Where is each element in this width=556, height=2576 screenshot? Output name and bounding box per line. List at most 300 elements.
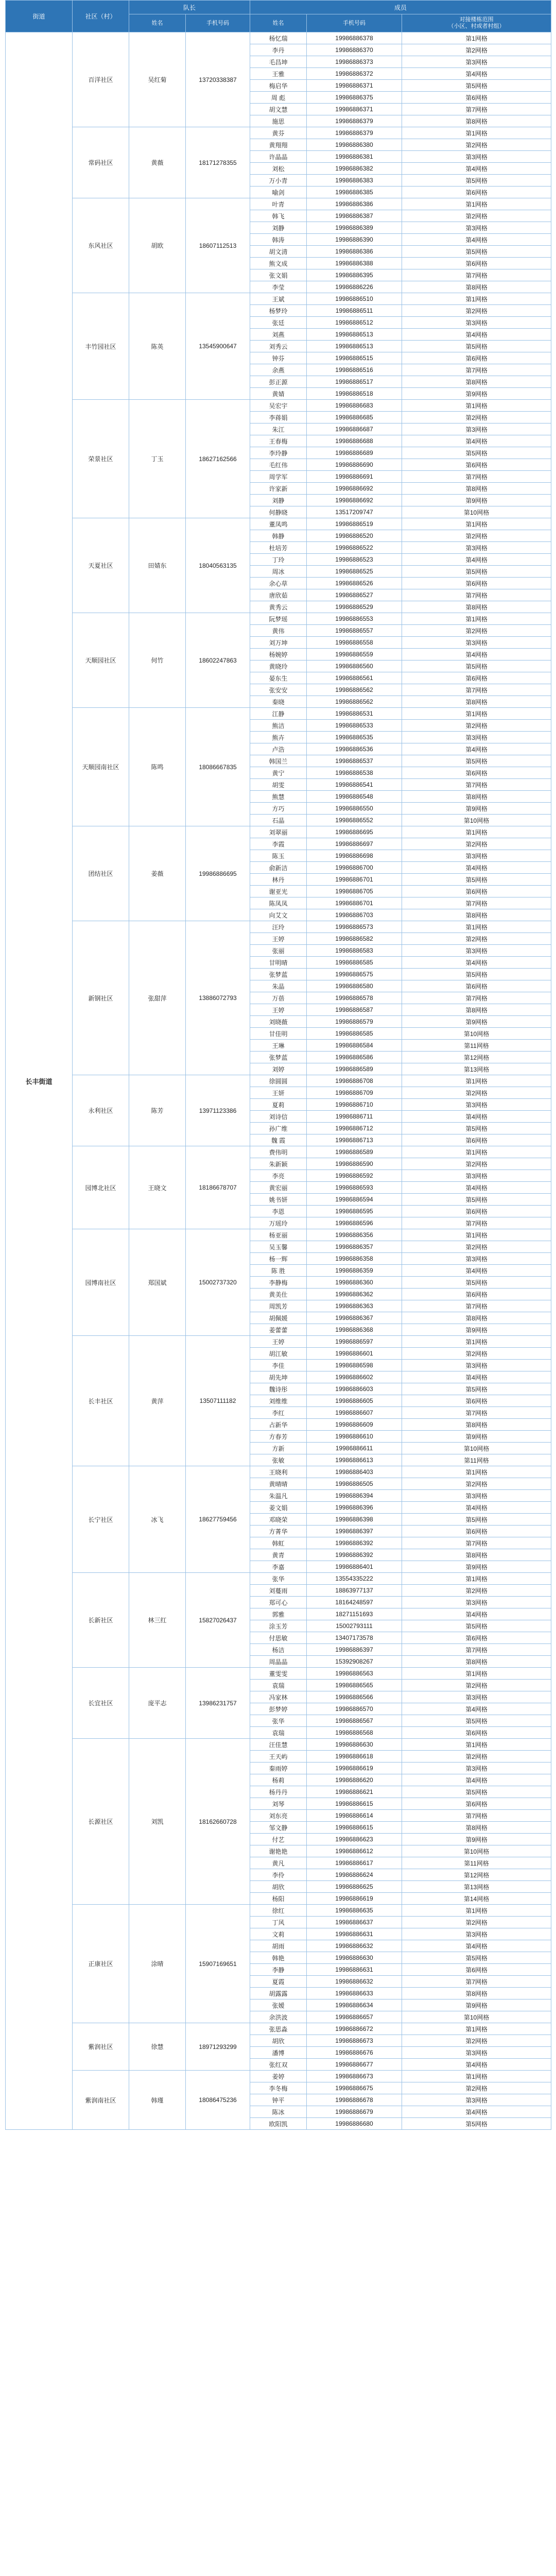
member-phone: 19986886362	[307, 1289, 402, 1300]
member-area: 第4网格	[402, 2106, 551, 2118]
member-name: 胡露露	[250, 1988, 307, 1999]
member-phone: 19986886630	[307, 1739, 402, 1751]
member-area: 第6网格	[402, 258, 551, 269]
member-name: 文莉	[250, 1928, 307, 1940]
community-name: 百洋社区	[73, 32, 129, 127]
member-name: 董凤鸣	[250, 518, 307, 530]
member-area: 第1网格	[402, 1336, 551, 1348]
leader-phone: 18607112513	[186, 198, 250, 293]
member-phone: 19986886583	[307, 945, 402, 957]
member-phone: 19986886379	[307, 115, 402, 127]
member-area: 第2网格	[402, 139, 551, 151]
member-name: 韩国兰	[250, 755, 307, 767]
community-name: 天顺园社区	[73, 613, 129, 708]
member-phone: 19986886559	[307, 649, 402, 660]
member-area: 第5网格	[402, 1277, 551, 1289]
member-name: 黄宏丽	[250, 1182, 307, 1194]
member-name: 刘琴	[250, 1798, 307, 1810]
member-name: 胡佩媛	[250, 1312, 307, 1324]
member-name: 韩静	[250, 530, 307, 542]
member-name: 汪玲	[250, 921, 307, 933]
member-phone: 19986886614	[307, 1810, 402, 1822]
member-area: 第5网格	[402, 1620, 551, 1632]
member-area: 第8网格	[402, 1004, 551, 1016]
member-phone: 19986886680	[307, 2118, 402, 2130]
member-area: 第9网格	[402, 1561, 551, 1573]
member-area: 第8网格	[402, 1656, 551, 1668]
member-area: 第3网格	[402, 1360, 551, 1371]
member-area: 第7网格	[402, 589, 551, 601]
member-name: 王天屿	[250, 1751, 307, 1762]
community-name: 丰竹园社区	[73, 293, 129, 400]
leader-name: 陈芳	[129, 1075, 186, 1146]
header-community: 社区（村）	[73, 1, 129, 32]
member-phone: 19986886525	[307, 566, 402, 578]
member-name: 刘松	[250, 163, 307, 175]
member-phone: 19986886512	[307, 317, 402, 329]
leader-phone: 18602247863	[186, 613, 250, 708]
member-area: 第7网格	[402, 1407, 551, 1419]
member-name: 胡文慧	[250, 104, 307, 115]
member-phone: 19986886535	[307, 732, 402, 743]
leader-phone: 15907169651	[186, 1905, 250, 2023]
member-phone: 19986886360	[307, 1277, 402, 1289]
member-phone: 19986886523	[307, 554, 402, 566]
member-name: 周晶晶	[250, 1656, 307, 1668]
member-phone: 19986886688	[307, 435, 402, 447]
member-name: 王婷	[250, 1004, 307, 1016]
leader-phone: 19986886695	[186, 826, 250, 921]
member-name: 钟芬	[250, 352, 307, 364]
community-name: 新钢社区	[73, 921, 129, 1075]
member-phone: 19986886553	[307, 613, 402, 625]
member-area: 第3网格	[402, 317, 551, 329]
member-area: 第7网格	[402, 471, 551, 483]
member-phone: 19986886541	[307, 779, 402, 791]
member-area: 第4网格	[402, 1774, 551, 1786]
community-name: 园博南社区	[73, 1229, 129, 1336]
member-row	[6, 613, 551, 625]
member-name: 谢亚光	[250, 886, 307, 897]
member-area: 第5网格	[402, 1715, 551, 1727]
member-phone: 19986886387	[307, 210, 402, 222]
member-row	[6, 826, 551, 838]
leader-phone: 18971293299	[186, 2023, 250, 2071]
member-area: 第3网格	[402, 542, 551, 554]
leader-phone: 13886072793	[186, 921, 250, 1075]
member-name: 李佳	[250, 1360, 307, 1371]
member-area: 第5网格	[402, 874, 551, 886]
member-area: 第6网格	[402, 352, 551, 364]
member-area: 第3网格	[402, 2094, 551, 2106]
leader-phone: 13986231757	[186, 1668, 250, 1739]
member-area: 第4网格	[402, 554, 551, 566]
member-area: 第7网格	[402, 779, 551, 791]
member-phone: 19986886691	[307, 471, 402, 483]
member-phone: 19986886375	[307, 92, 402, 104]
member-phone: 19986886582	[307, 933, 402, 945]
member-phone: 19986886587	[307, 1004, 402, 1016]
member-phone: 19986886683	[307, 400, 402, 412]
member-area: 第4网格	[402, 1182, 551, 1194]
header-leader: 队长	[129, 1, 250, 14]
member-name: 李莹	[250, 281, 307, 293]
member-area: 第8网格	[402, 1312, 551, 1324]
member-name: 许家新	[250, 483, 307, 495]
member-area: 第2网格	[402, 305, 551, 317]
member-phone: 19986886359	[307, 1265, 402, 1277]
member-name: 向艾文	[250, 909, 307, 921]
member-phone: 19986886538	[307, 767, 402, 779]
member-area: 第6网格	[402, 1395, 551, 1407]
member-name: 胡文清	[250, 246, 307, 258]
member-phone: 19986886379	[307, 127, 402, 139]
member-name: 董雯雯	[250, 1668, 307, 1680]
member-name: 胡先坤	[250, 1371, 307, 1383]
member-phone: 19986886513	[307, 341, 402, 352]
member-name: 李嘉	[250, 1561, 307, 1573]
member-name: 林丹	[250, 874, 307, 886]
member-phone: 19986886398	[307, 1514, 402, 1526]
member-phone: 19986886537	[307, 755, 402, 767]
member-phone: 19986886689	[307, 447, 402, 459]
member-name: 刘静	[250, 222, 307, 234]
leader-phone: 18627759456	[186, 1466, 250, 1573]
member-row	[6, 921, 551, 933]
member-name: 陈 胜	[250, 1265, 307, 1277]
header-leader-phone: 手机号码	[186, 14, 250, 32]
community-name: 荣景社区	[73, 400, 129, 518]
member-phone: 19986886705	[307, 886, 402, 897]
member-area: 第3网格	[402, 1099, 551, 1111]
member-row	[6, 1905, 551, 1917]
member-area: 第6网格	[402, 1526, 551, 1537]
member-phone: 19986886383	[307, 175, 402, 187]
member-phone: 19986886573	[307, 921, 402, 933]
member-phone: 19986886513	[307, 329, 402, 341]
member-phone: 19986886685	[307, 412, 402, 423]
street-name: 长丰街道	[6, 32, 73, 2130]
member-name: 张华	[250, 1715, 307, 1727]
member-phone: 19986886709	[307, 1087, 402, 1099]
member-name: 杨莉	[250, 1774, 307, 1786]
leader-name: 张甜萍	[129, 921, 186, 1075]
member-name: 许晶晶	[250, 151, 307, 163]
leader-phone: 15827026437	[186, 1573, 250, 1668]
member-name: 张梦蓝	[250, 1052, 307, 1063]
member-area: 第1网格	[402, 198, 551, 210]
member-phone: 19986886603	[307, 1383, 402, 1395]
member-name: 刘诗信	[250, 1111, 307, 1123]
member-phone: 19986886395	[307, 269, 402, 281]
member-row	[6, 127, 551, 139]
member-phone: 19986886632	[307, 1940, 402, 1952]
member-phone: 15392908267	[307, 1656, 402, 1668]
member-name: 晏东生	[250, 672, 307, 684]
member-name: 李亮	[250, 1170, 307, 1182]
leader-phone: 18186678707	[186, 1146, 250, 1229]
member-name: 朱江	[250, 423, 307, 435]
member-phone: 19986886613	[307, 1454, 402, 1466]
member-area: 第6网格	[402, 459, 551, 471]
member-area: 第1网格	[402, 1075, 551, 1087]
member-name: 张红双	[250, 2059, 307, 2071]
member-phone: 19986886620	[307, 1774, 402, 1786]
leader-name: 黄薇	[129, 127, 186, 198]
member-phone: 19986886389	[307, 222, 402, 234]
member-phone: 19986886617	[307, 1857, 402, 1869]
community-name: 东风社区	[73, 198, 129, 293]
member-area: 第5网格	[402, 246, 551, 258]
member-area: 第4网格	[402, 1111, 551, 1123]
member-name: 张梦蓝	[250, 969, 307, 980]
member-phone: 19986886609	[307, 1419, 402, 1431]
member-name: 江静	[250, 708, 307, 720]
member-name: 刘燕	[250, 329, 307, 341]
member-phone: 19986886531	[307, 708, 402, 720]
member-area: 第8网格	[402, 281, 551, 293]
member-phone: 19986886403	[307, 1466, 402, 1478]
member-name: 谢艳艳	[250, 1845, 307, 1857]
member-phone: 19986886363	[307, 1300, 402, 1312]
member-area: 第5网格	[402, 1383, 551, 1395]
member-name: 陈玉	[250, 850, 307, 862]
member-phone: 19986886385	[307, 187, 402, 198]
member-phone: 19986886520	[307, 530, 402, 542]
member-phone: 19986886505	[307, 1478, 402, 1490]
member-phone: 19986886519	[307, 518, 402, 530]
leader-name: 刘凯	[129, 1739, 186, 1905]
member-area: 第7网格	[402, 1537, 551, 1549]
community-name: 长丰社区	[73, 1336, 129, 1466]
member-area: 第6网格	[402, 1632, 551, 1644]
member-area: 第6网格	[402, 672, 551, 684]
member-phone: 19986886567	[307, 1715, 402, 1727]
member-area: 第3网格	[402, 1490, 551, 1502]
leader-name: 黄萍	[129, 1336, 186, 1466]
member-phone: 19986886562	[307, 684, 402, 696]
member-area: 第6网格	[402, 886, 551, 897]
member-row	[6, 2023, 551, 2035]
member-name: 李静梅	[250, 1277, 307, 1289]
member-area: 第3网格	[402, 222, 551, 234]
member-area: 第14网格	[402, 1893, 551, 1905]
member-phone: 19986886695	[307, 826, 402, 838]
leader-name: 陈鸣	[129, 708, 186, 826]
member-area: 第1网格	[402, 1573, 551, 1585]
member-phone: 19986886397	[307, 1526, 402, 1537]
member-row	[6, 1739, 551, 1751]
leader-phone: 18040563135	[186, 518, 250, 613]
member-name: 刘蔓雨	[250, 1585, 307, 1597]
member-phone: 19986886518	[307, 388, 402, 400]
member-name: 李红	[250, 1407, 307, 1419]
member-name: 王婷	[250, 1336, 307, 1348]
member-phone: 19986886388	[307, 258, 402, 269]
leader-name: 王晓文	[129, 1146, 186, 1229]
member-area: 第6网格	[402, 578, 551, 589]
member-area: 第11网格	[402, 1454, 551, 1466]
member-area: 第1网格	[402, 1905, 551, 1917]
member-phone: 19986886700	[307, 862, 402, 874]
member-phone: 18164248597	[307, 1597, 402, 1608]
member-phone: 19986886565	[307, 1680, 402, 1691]
member-name: 方巧	[250, 803, 307, 815]
member-row	[6, 32, 551, 44]
member-area: 第5网格	[402, 1952, 551, 1964]
member-name: 黄宁	[250, 767, 307, 779]
member-phone: 19986886394	[307, 1490, 402, 1502]
member-area: 第6网格	[402, 980, 551, 992]
member-name: 熊洁	[250, 720, 307, 732]
member-name: 吴玉馨	[250, 1241, 307, 1253]
member-area: 第4网格	[402, 2059, 551, 2071]
member-phone: 19986886598	[307, 1360, 402, 1371]
member-name: 姜婷	[250, 2071, 307, 2082]
member-row	[6, 400, 551, 412]
member-area: 第4网格	[402, 163, 551, 175]
member-name: 姜文娟	[250, 1502, 307, 1514]
member-phone: 19986886356	[307, 1229, 402, 1241]
member-name: 施思	[250, 115, 307, 127]
member-name: 姜蕾蕾	[250, 1324, 307, 1336]
member-area: 第2网格	[402, 1680, 551, 1691]
member-row	[6, 1668, 551, 1680]
member-phone: 19986886611	[307, 1443, 402, 1454]
community-name: 天顺园南社区	[73, 708, 129, 826]
member-area: 第8网格	[402, 791, 551, 803]
member-phone: 19986886597	[307, 1336, 402, 1348]
member-name: 王婷	[250, 933, 307, 945]
member-name: 杨忆瑞	[250, 32, 307, 44]
member-area: 第2网格	[402, 838, 551, 850]
member-area: 第2网格	[402, 412, 551, 423]
member-area: 第3网格	[402, 1597, 551, 1608]
member-area: 第5网格	[402, 1514, 551, 1526]
member-phone: 19986886657	[307, 2011, 402, 2023]
member-area: 第5网格	[402, 175, 551, 187]
member-area: 第1网格	[402, 708, 551, 720]
member-row	[6, 198, 551, 210]
member-phone: 19986886522	[307, 542, 402, 554]
member-name: 梅启华	[250, 80, 307, 92]
member-name: 刘婷	[250, 1063, 307, 1075]
member-area: 第1网格	[402, 293, 551, 305]
community-name: 紫润社区	[73, 2023, 129, 2071]
member-name: 王晓利	[250, 1466, 307, 1478]
member-phone: 19986886566	[307, 1691, 402, 1703]
member-name: 杨洁	[250, 1644, 307, 1656]
member-area: 第8网格	[402, 1988, 551, 1999]
leader-phone: 13507111182	[186, 1336, 250, 1466]
member-name: 周学军	[250, 471, 307, 483]
leader-name: 韩瑾	[129, 2071, 186, 2130]
member-phone: 19986886585	[307, 1028, 402, 1040]
member-phone: 19986886585	[307, 957, 402, 969]
member-phone: 19986886382	[307, 163, 402, 175]
member-area: 第10网格	[402, 1845, 551, 1857]
member-phone: 19986886711	[307, 1111, 402, 1123]
member-name: 甘明晴	[250, 957, 307, 969]
member-area: 第1网格	[402, 127, 551, 139]
member-name: 胡雨	[250, 1940, 307, 1952]
member-phone: 19986886601	[307, 1348, 402, 1360]
member-phone: 19986886381	[307, 151, 402, 163]
member-name: 黄美仕	[250, 1289, 307, 1300]
member-name: 胡欣	[250, 2035, 307, 2047]
member-area: 第2网格	[402, 1348, 551, 1360]
member-name: 杨婉婷	[250, 649, 307, 660]
member-name: 姚书妍	[250, 1194, 307, 1206]
member-area: 第6网格	[402, 1134, 551, 1146]
member-phone: 19986886517	[307, 376, 402, 388]
member-name: 熊文成	[250, 258, 307, 269]
member-area: 第2网格	[402, 933, 551, 945]
leader-phone: 18086475236	[186, 2071, 250, 2130]
member-phone: 19986886586	[307, 1052, 402, 1063]
member-area: 第9网格	[402, 803, 551, 815]
member-name: 万蓓	[250, 992, 307, 1004]
member-area: 第9网格	[402, 495, 551, 506]
member-phone: 19986886593	[307, 1182, 402, 1194]
member-area: 第5网格	[402, 1194, 551, 1206]
member-phone: 18271151693	[307, 1608, 402, 1620]
leader-phone: 18627162566	[186, 400, 250, 518]
member-phone: 19986886703	[307, 909, 402, 921]
member-name: 郭雅	[250, 1608, 307, 1620]
member-name: 李丹	[250, 44, 307, 56]
member-phone: 19986886579	[307, 1016, 402, 1028]
member-area: 第6网格	[402, 1206, 551, 1217]
member-name: 汪佳慧	[250, 1739, 307, 1751]
member-area: 第9网格	[402, 1324, 551, 1336]
member-name: 朱新颖	[250, 1158, 307, 1170]
header-leader-name: 姓名	[129, 14, 186, 32]
member-name: 张丽	[250, 945, 307, 957]
member-name: 周冰	[250, 566, 307, 578]
member-name: 秦晓	[250, 696, 307, 708]
member-name: 朱晶	[250, 980, 307, 992]
member-name: 彭梦婷	[250, 1703, 307, 1715]
member-phone: 19986886619	[307, 1762, 402, 1774]
member-area: 第4网格	[402, 1371, 551, 1383]
member-area: 第3网格	[402, 1170, 551, 1182]
header-member-phone: 手机号码	[307, 14, 402, 32]
member-name: 王雅	[250, 68, 307, 80]
member-area: 第9网格	[402, 1016, 551, 1028]
member-name: 韩虹	[250, 1537, 307, 1549]
member-area: 第1网格	[402, 1668, 551, 1680]
member-phone: 19986886631	[307, 1964, 402, 1976]
member-phone: 19986886690	[307, 459, 402, 471]
member-area: 第4网格	[402, 1265, 551, 1277]
member-area: 第2网格	[402, 1585, 551, 1597]
member-area: 第7网格	[402, 1217, 551, 1229]
member-name: 方新	[250, 1443, 307, 1454]
member-name: 邹文静	[250, 1822, 307, 1834]
member-name: 俞新洁	[250, 862, 307, 874]
header-member-name: 姓名	[250, 14, 307, 32]
member-phone: 19986886392	[307, 1549, 402, 1561]
member-name: 张嫒	[250, 1999, 307, 2011]
member-name: 夏莉	[250, 1099, 307, 1111]
member-area: 第1网格	[402, 518, 551, 530]
member-area: 第6网格	[402, 92, 551, 104]
member-name: 张安安	[250, 684, 307, 696]
member-phone: 19986886590	[307, 1158, 402, 1170]
member-area: 第8网格	[402, 115, 551, 127]
member-area: 第8网格	[402, 1822, 551, 1834]
